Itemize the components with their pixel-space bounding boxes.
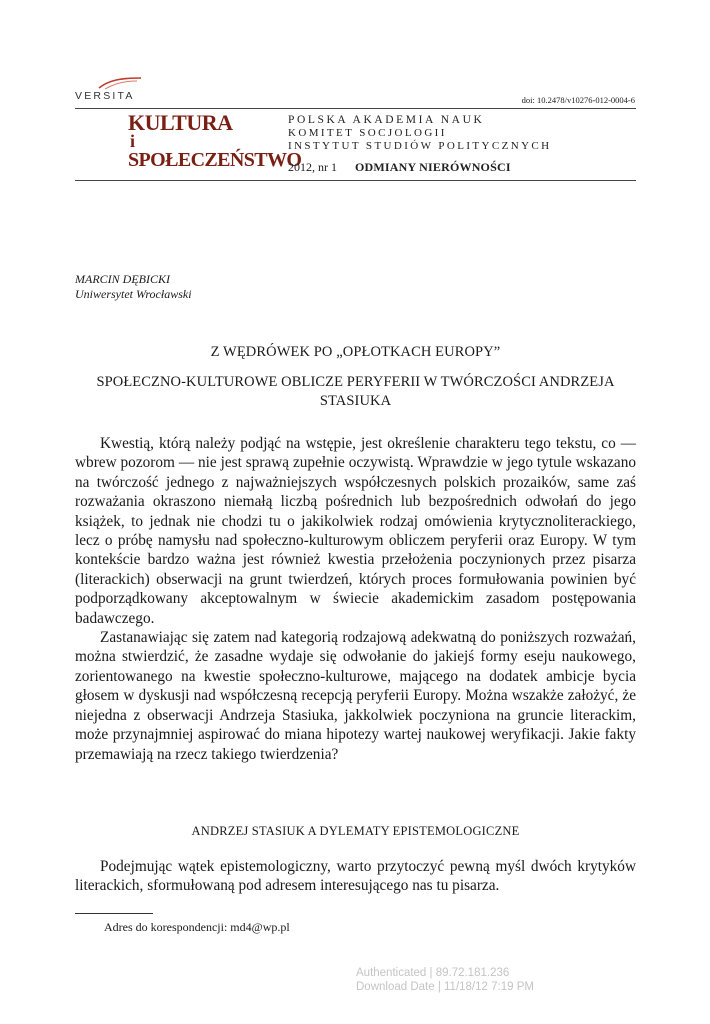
paragraph: Podejmując wątek epistemologiczny, warto przytoczyć pewną myśl dwóch krytyków literackich, sformułowaną pod adresem interesującego nas tu pisarza. — [75, 858, 636, 895]
versita-logo — [75, 76, 155, 106]
section-heading: ANDRZEJ STASIUK A DYLEMATY EPISTEMOLOGICZNE — [191, 824, 520, 838]
download-watermark — [356, 966, 534, 994]
footnote-rule — [75, 913, 153, 914]
journal-title-line1: KULTURA — [128, 110, 233, 135]
issue-number: 2012, nr 1 — [288, 160, 337, 174]
versita-swoosh-icon — [97, 76, 143, 90]
footnote: Adres do korespondencji: md4@wp.pl — [104, 920, 290, 934]
publisher-line: KOMITET SOCJOLOGII — [288, 127, 447, 139]
author-affiliation: Uniwersytet Wrocławski — [75, 287, 192, 301]
journal-title-line3: SPOŁECZEŃSTWO — [128, 149, 302, 171]
publisher-block — [288, 114, 552, 153]
article-subtitle: SPOŁECZNO-KULTUROWE OBLICZE PERYFERII W TWÓRCZOŚCI ANDRZEJA STASIUKA — [96, 374, 615, 409]
versita-logo-text: VERSITA — [75, 90, 135, 102]
article-title: Z WĘDRÓWEK PO „OPŁOTKACH EUROPY” — [210, 344, 501, 360]
author-name: MARCIN DĘBICKI — [75, 272, 170, 286]
publisher-line: POLSKA AKADEMIA NAUK — [288, 114, 485, 126]
section-body — [75, 857, 636, 896]
article-body — [75, 434, 636, 764]
publisher-line: INSTYTUT STUDIÓW POLITYCZNYCH — [288, 140, 552, 152]
paragraph: Kwestią, którą należy podjąć na wstępie, jest określenie charakteru tego tekstu, co — wbrew pozorom — nie jest sprawą zupełnie oczywistą. Wprawdzie w jego tytule wskazano na twórczość jednego z najważniejszych współczesnych polskich prozaików, same zaś rozważania okraszono niemałą liczbą pośrednich lub bezpośrednich odwołań do jego książek, to jednak nie chodzi tu o jakikolwiek rodzaj omówienia krytycznoliterackiego, lecz o próbę namysłu nad społeczno-kulturowym obliczem peryferii oraz Europy. W tym kontekście bardzo ważna jest również kwestia przełożenia poczynionych przez pisarza (literackich) obserwacji na grunt twierdzeń, których proces formułowania powinien być podporządkowany akceptowalnym w świecie akademickim zasadom postępowania badawczego. — [75, 435, 636, 627]
paragraph: Zastanawiając się zatem nad kategorią rodzajową adekwatną do poniższych rozważań, można stwierdzić, że zasadne wydaje się odwołanie do jakiejś formy eseju naukowego, zorientowanego na kwestie społeczno-kulturowe, mającego na dodatek ambicje bycia głosem w dyskusji nad współczesną recepcją peryferii Europy. Można wszakże założyć, że niejedna z obserwacji Andrzeja Stasiuka, jakkolwiek poczyniona na gruncie literackim, może przynajmniej aspirować do miana hipotezy wartej naukowej weryfikacji. Jakie fakty przemawiają na rzecz takiego twierdzenia? — [75, 629, 636, 763]
watermark-line: Download Date | 11/18/12 7:19 PM — [356, 981, 534, 993]
watermark-line: Authenticated | 89.72.181.236 — [356, 967, 510, 979]
doi: doi: 10.2478/v10276-012-0004-6 — [521, 95, 635, 105]
header-rule-bottom — [75, 180, 636, 181]
issue-theme: ODMIANY NIERÓWNOŚCI — [355, 160, 511, 174]
journal-title — [128, 110, 302, 171]
header-rule-top — [75, 108, 636, 109]
issue-line — [288, 160, 511, 175]
author-block — [75, 272, 192, 302]
journal-title-line2: i — [130, 131, 136, 151]
